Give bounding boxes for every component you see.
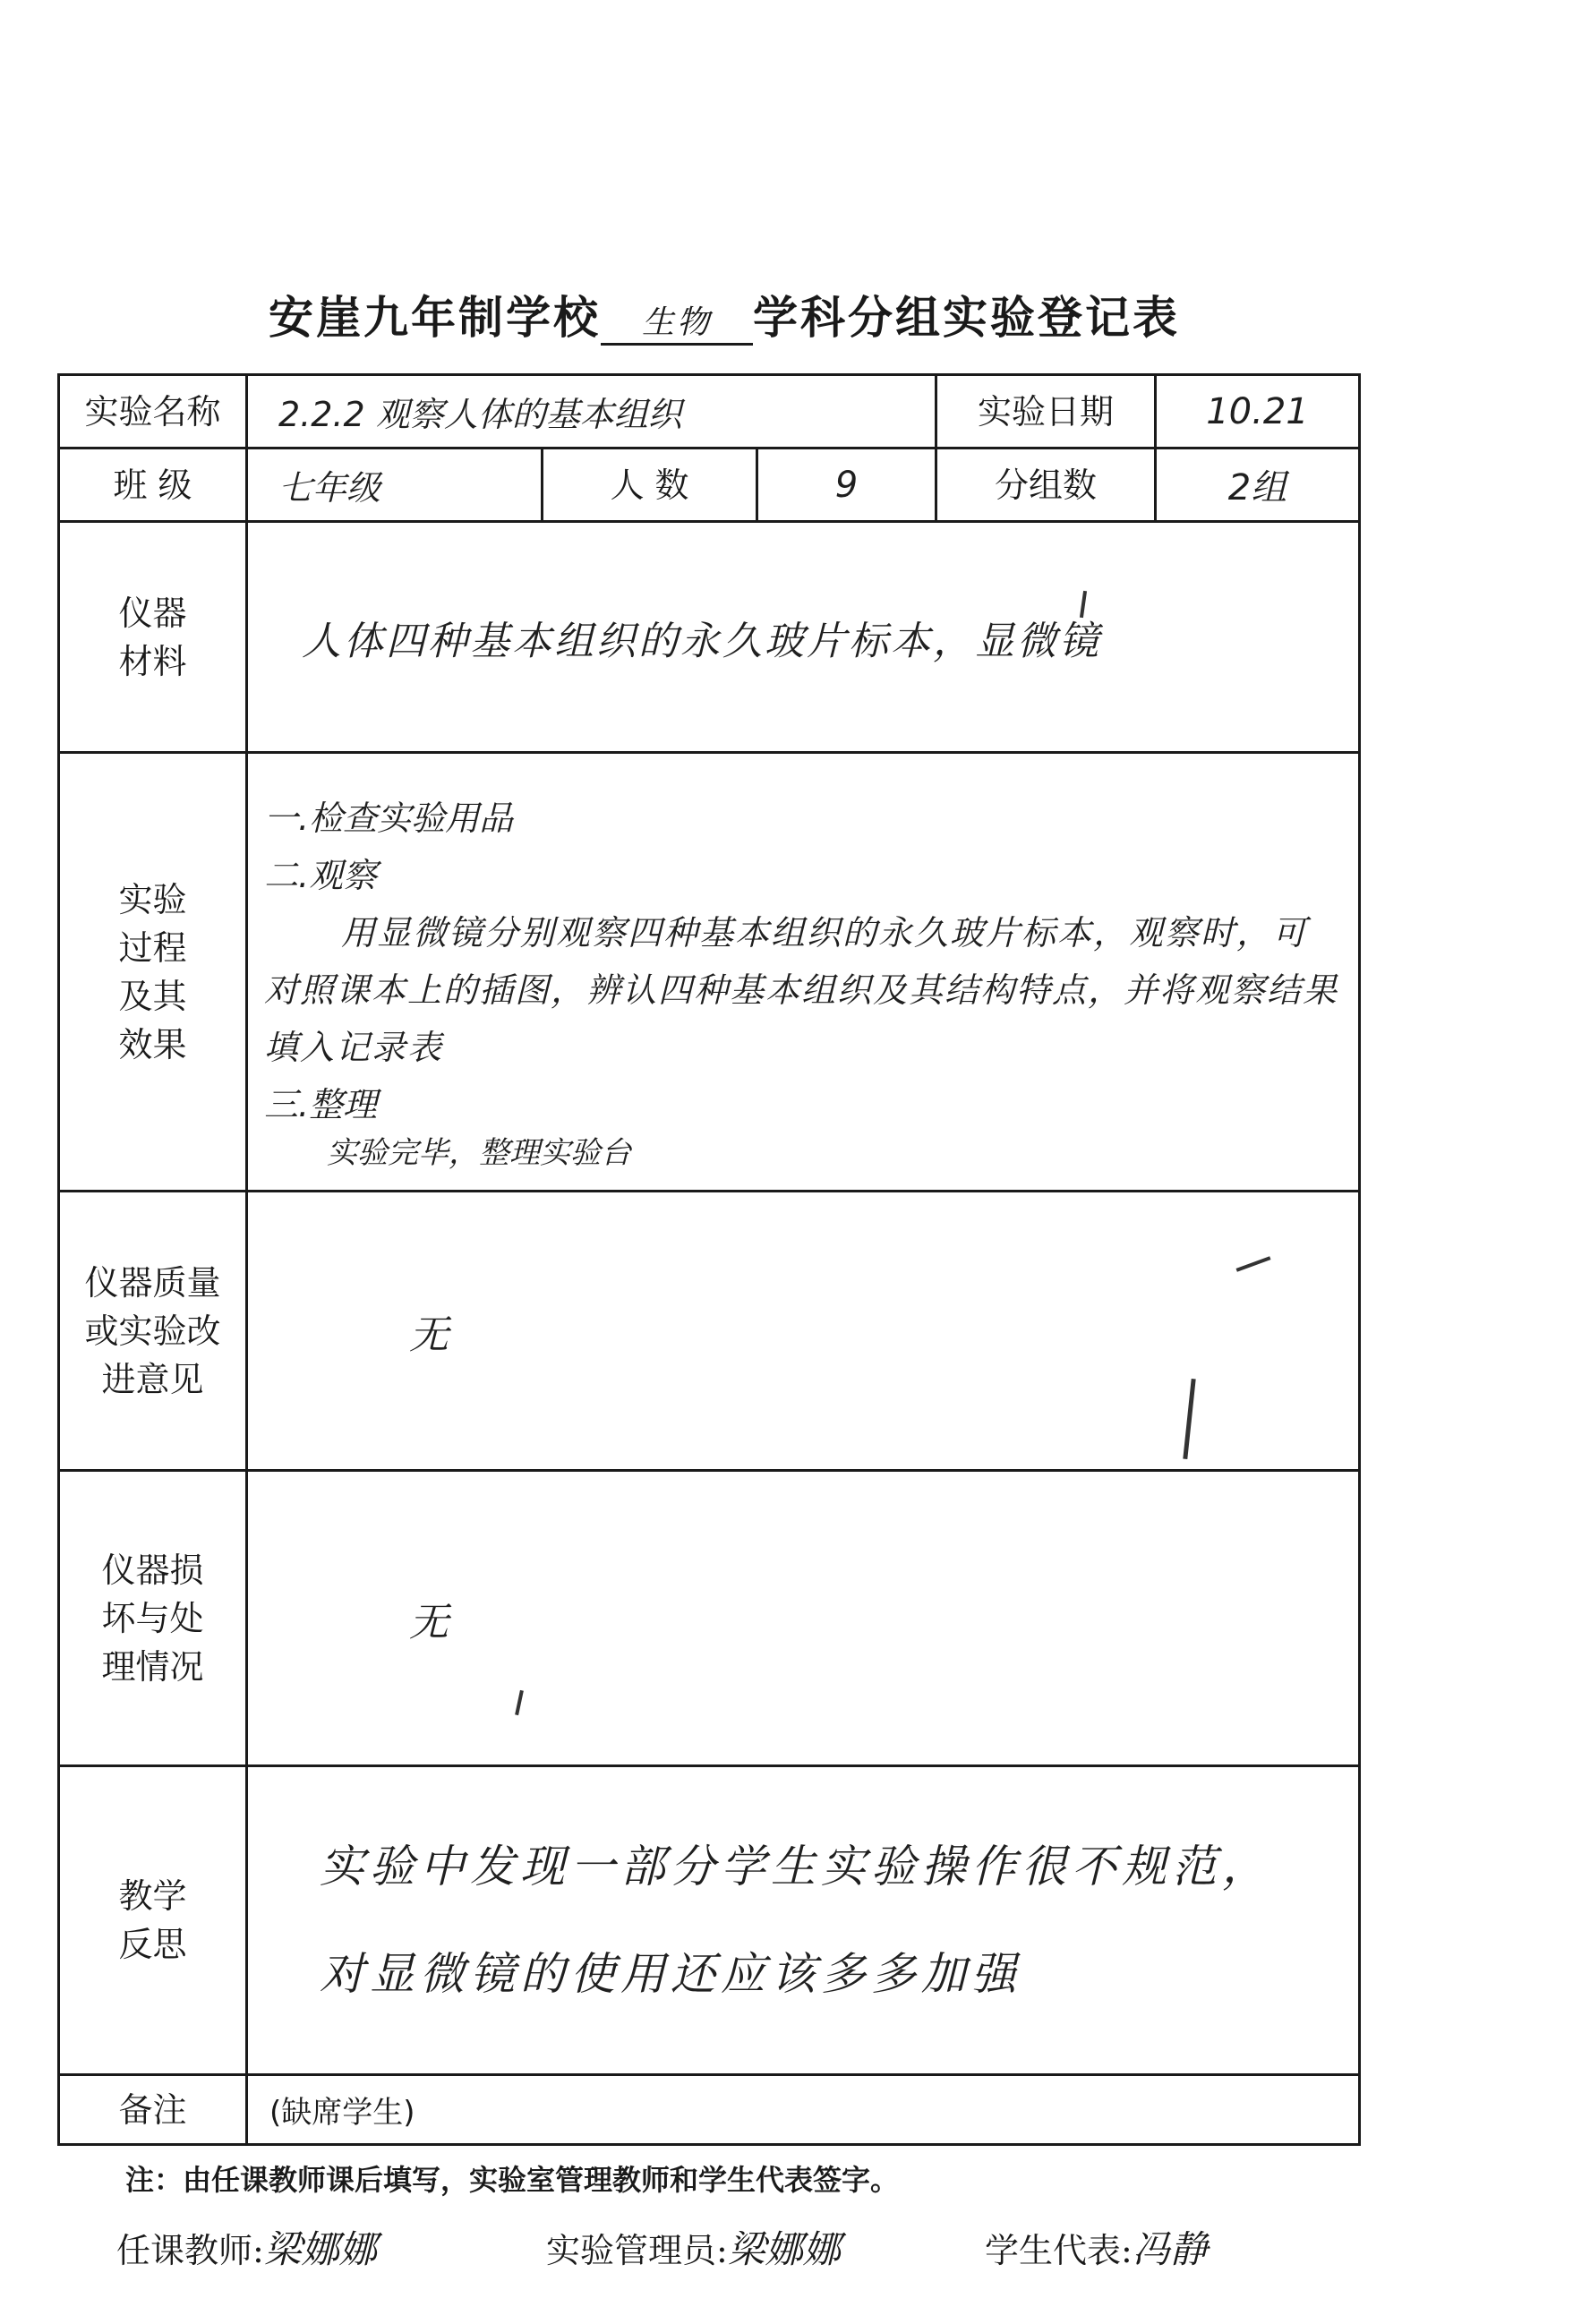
form-title [269, 282, 1271, 346]
class-field[interactable]: 七年级 [247, 449, 543, 522]
quality-label-text: 仪器质量或实验改进意见 [84, 1262, 221, 1399]
footer-note: 注：由任课教师课后填写，实验室管理教师和学生代表签字。 [125, 2163, 900, 2197]
process-label [59, 753, 247, 1192]
teacher-signature [116, 2220, 377, 2274]
process-label-text: 实验过程及其效果 [118, 879, 187, 1064]
process-step-2: 二.观察 [264, 856, 378, 895]
row-materials [59, 522, 1360, 753]
student-name[interactable]: 冯静 [1132, 2227, 1208, 2271]
experiment-name-label: 实验名称 [59, 375, 247, 449]
damage-label [59, 1471, 247, 1766]
subject-field[interactable]: 生物 [601, 297, 753, 346]
process-step-1: 一.检查实验用品 [264, 799, 514, 838]
teacher-label: 任课教师: [116, 2231, 264, 2270]
damage-label-text: 仪器损坏与处理情况 [101, 1550, 204, 1687]
row-quality [59, 1192, 1360, 1471]
class-label: 班 级 [59, 449, 247, 522]
experiment-register-table [57, 373, 1361, 2146]
people-field[interactable]: 9 [757, 449, 936, 522]
materials-field[interactable]: 人体四种基本组织的永久玻片标本，显微镜 [247, 522, 1360, 753]
process-step-3: 三.整理 [264, 1085, 378, 1124]
row-reflection [59, 1766, 1360, 2075]
groups-label: 分组数 [936, 449, 1156, 522]
damage-field[interactable]: 无 [247, 1471, 1360, 1766]
title-suffix: 学科分组实验登记表 [753, 291, 1180, 344]
student-signature [985, 2220, 1208, 2274]
process-step-2-detail: 用显微镜分别观察四种基本组织的永久玻片标本，观察时，可对照课本上的插图，辨认四种基本组织及其结构特点，并将观察结果填入记录表 [264, 913, 1339, 1067]
experiment-date-label: 实验日期 [936, 375, 1156, 449]
row-class-info [59, 449, 1360, 522]
note-label: 备注 [59, 2075, 247, 2145]
process-field[interactable] [247, 753, 1360, 1192]
process-step-3-detail: 实验完毕，整理实验台 [327, 1135, 631, 1171]
row-experiment-name [59, 375, 1360, 449]
experiment-date-field[interactable]: 10.21 [1156, 375, 1360, 449]
admin-signature [546, 2220, 841, 2274]
quality-label [59, 1192, 247, 1471]
quality-field[interactable]: 无 [247, 1192, 1360, 1471]
note-field[interactable]: (缺席学生) [247, 2075, 1360, 2145]
title-prefix: 安崖九年制学校 [269, 291, 601, 344]
teacher-name[interactable]: 梁娜娜 [263, 2227, 377, 2271]
admin-name[interactable]: 梁娜娜 [727, 2227, 841, 2271]
admin-label: 实验管理员: [546, 2231, 728, 2270]
row-damage [59, 1471, 1360, 1766]
row-note [59, 2075, 1360, 2145]
groups-field[interactable]: 2组 [1156, 449, 1360, 522]
materials-label-text: 仪器材料 [118, 593, 187, 681]
student-label: 学生代表: [985, 2231, 1133, 2270]
row-process [59, 753, 1360, 1192]
people-label: 人 数 [543, 449, 757, 522]
reflection-label-text: 教学反思 [118, 1876, 187, 1964]
experiment-name-field[interactable]: 2.2.2 观察人体的基本组织 [247, 375, 936, 449]
reflection-label [59, 1766, 247, 2075]
reflection-field[interactable]: 实验中发现一部分学生实验操作很不规范，对显微镜的使用还应该多多加强 [247, 1766, 1360, 2075]
materials-label [59, 522, 247, 753]
